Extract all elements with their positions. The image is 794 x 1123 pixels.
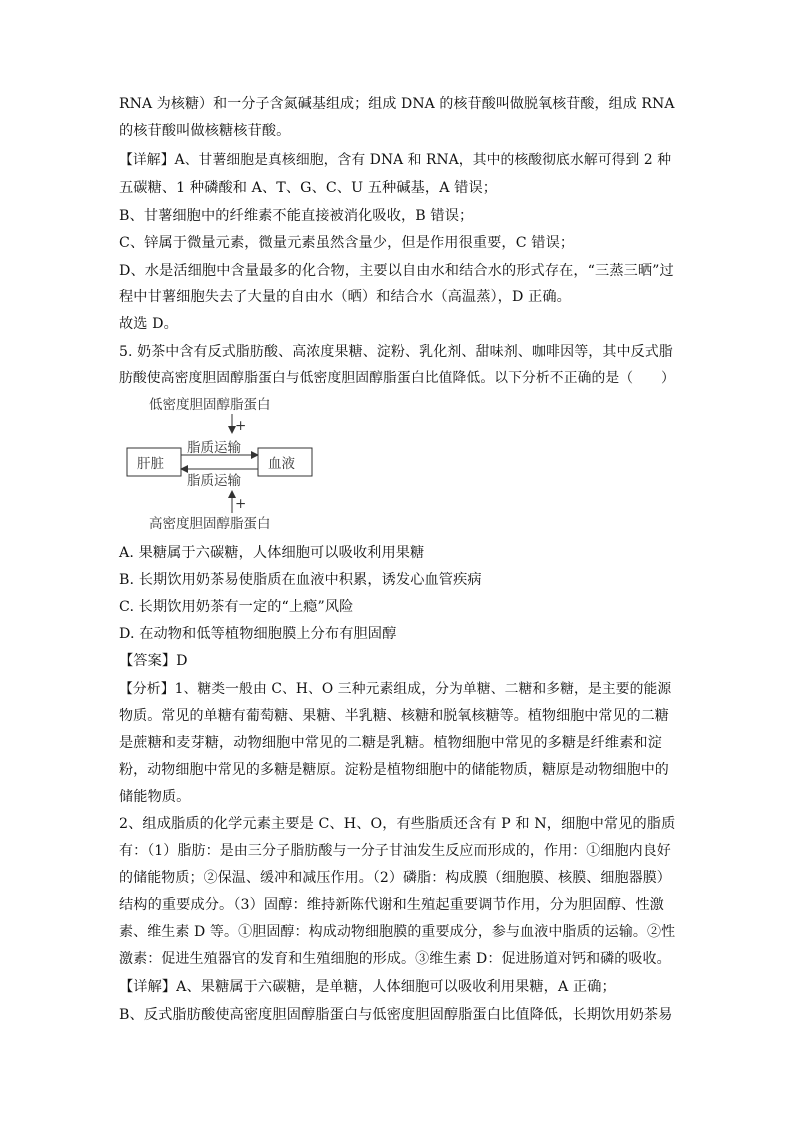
text-line: 【分析】1、糖类一般由 C、H、O 三种元素组成，分为单糖、二糖和多糖，是主要的能源 <box>119 681 672 697</box>
option-c: C. 长期饮用奶茶有一定的“上瘾”风险 <box>119 599 354 615</box>
text-line: 粉，动物细胞中常见的多糖是糖原。淀粉是植物细胞中的储能物质，糖原是动物细胞中的 <box>119 762 669 778</box>
text-line: 2、组成脂质的化学元素主要是 C、H、O，有些脂质还含有 P 和 N，细胞中常见的脂质 <box>119 816 676 832</box>
liver-label: 肝脏 <box>137 456 164 472</box>
text-line: 素、维生素 D 等。①胆固醇：构成动物细胞膜的重要成分，参与血液中脂质的运输。②性 <box>119 924 676 940</box>
text-line: 【详解】A、果糖属于六碳糖，是单糖，人体细胞可以吸收利用果糖，A 正确； <box>119 979 616 995</box>
lipid-transport-diagram <box>119 392 419 537</box>
text-line: 的储能物质；②保温、缓冲和减压作用。（2）磷脂：构成膜（细胞膜、核膜、细胞器膜） <box>119 870 671 886</box>
text-line: 物质。常见的单糖有葡萄糖、果糖、半乳糖、核糖和脱氧核糖等。植物细胞中常见的二糖 <box>119 708 669 724</box>
option-a: A. 果糖属于六碳糖，人体细胞可以吸收利用果糖 <box>119 545 425 561</box>
text-line: 激素：促进生殖器官的发育和生殖细胞的形成。③维生素 D：促进肠道对钙和磷的吸收。 <box>119 951 671 967</box>
hdl-label: 高密度胆固醇脂蛋白 <box>149 516 271 532</box>
text-line: D、水是活细胞中含量最多的化合物，主要以自由水和结合水的形式存在，“三蒸三晒”过 <box>119 263 674 279</box>
upper-transport-label: 脂质运输 <box>187 440 241 456</box>
lower-transport-label: 脂质运输 <box>187 473 241 489</box>
text-line: 结构的重要成分。（3）固醇：维持新陈代谢和生殖起重要调节作用，分为胆固醇、性激 <box>119 897 664 913</box>
text-line: 有：（1）脂肪：是由三分子脂肪酸与一分子甘油发生反应而形成的，作用：①细胞内良好 <box>119 843 671 859</box>
ldl-label: 低密度胆固醇脂蛋白 <box>149 397 271 413</box>
option-b: B. 长期饮用奶茶易使脂质在血液中积累，诱发心血管疾病 <box>119 572 482 588</box>
blood-label: 血液 <box>268 456 295 472</box>
text-line: 储能物质。 <box>119 789 191 805</box>
text-line: 故选 D。 <box>119 316 178 332</box>
text-line: B、反式脂肪酸使高密度胆固醇脂蛋白与低密度胆固醇脂蛋白比值降低，长期饮用奶茶易 <box>119 1007 673 1023</box>
text-line: B、甘薯细胞中的纤维素不能直接被消化吸收，B 错误； <box>119 208 474 224</box>
question-stem: 5. 奶茶中含有反式脂肪酸、高浓度果糖、淀粉、乳化剂、甜味剂、咖啡因等，其中反式脂 <box>119 344 673 360</box>
text-line: 是蔗糖和麦芽糖，动物细胞中常见的二糖是乳糖。植物细胞中常见的多糖是纤维素和淀 <box>119 735 662 751</box>
plus-top: + <box>235 418 247 434</box>
text-line: RNA 为核糖）和一分子含氮碱基组成；组成 DNA 的核苷酸叫做脱氧核苷酸，组成 RNA <box>119 96 675 112</box>
option-d: D. 在动物和低等植物细胞膜上分布有胆固醇 <box>119 626 397 642</box>
text-line: C、锌属于微量元素，微量元素虽然含量少，但是作用很重要，C 错误； <box>119 235 575 251</box>
text-line: 五碳糖、1 种磷酸和 A、T、G、C、U 五种碱基，A 错误； <box>119 180 498 196</box>
text-line: 程中甘薯细胞失去了大量的自由水（晒）和结合水（高温蒸），D 正确。 <box>119 289 571 305</box>
text-line: 【详解】A、甘薯细胞是真核细胞，含有 DNA 和 RNA，其中的核酸彻底水解可得到 2 种 <box>119 152 672 168</box>
question-stem: 肪酸使高密度胆固醇脂蛋白与低密度胆固醇脂蛋白比值降低。以下分析不正确的是（ ） <box>119 370 675 386</box>
plus-bottom: + <box>235 496 247 512</box>
text-line: 的核苷酸叫做核糖核苷酸。 <box>119 123 291 139</box>
answer: 【答案】D <box>119 653 188 669</box>
